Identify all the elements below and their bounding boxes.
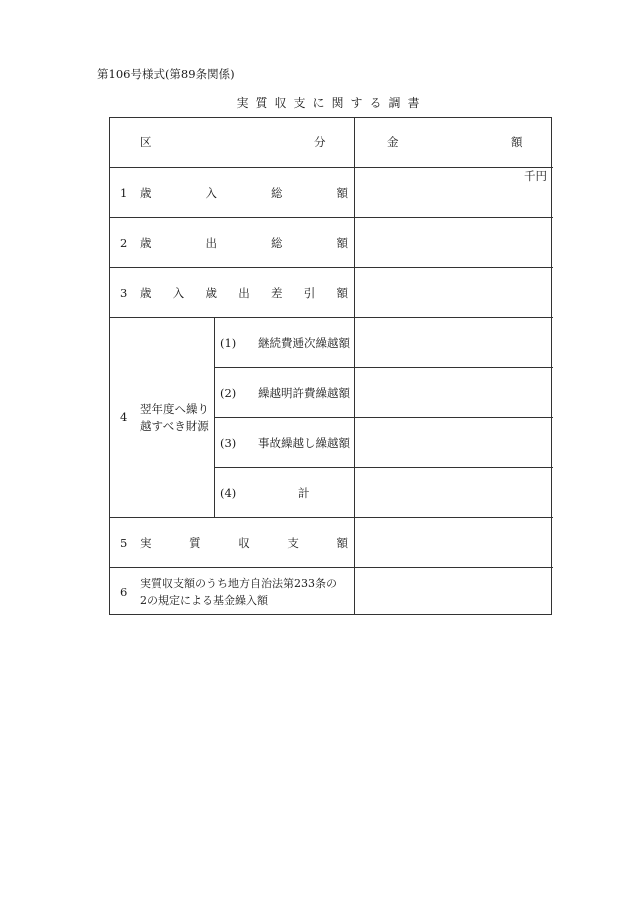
sub-item-label: 繰越明許費繰越額	[258, 386, 350, 400]
row-label-total-expenditure	[140, 238, 348, 250]
label-char: 額	[336, 186, 348, 200]
row-divider	[214, 417, 553, 418]
row-label-total-revenue	[140, 188, 348, 200]
sub-item-number: (1)	[220, 336, 237, 350]
header-amount-right: 額	[511, 135, 523, 149]
label-char: 歳	[140, 286, 152, 300]
unit-label: 千円	[524, 169, 547, 183]
row-divider	[110, 267, 553, 268]
label-char: 質	[189, 536, 201, 550]
label-char: 入	[172, 286, 185, 300]
header-category-right: 分	[314, 135, 326, 149]
label-char: 支	[287, 536, 299, 550]
row-number: 5	[120, 536, 128, 550]
sub-item-number: (4)	[220, 486, 237, 500]
label-char: 額	[336, 286, 348, 300]
row-divider	[214, 367, 553, 368]
sub-item-label: 継続費逓次繰越額	[258, 336, 350, 350]
row-label-balance	[140, 288, 348, 300]
row-label-carryover-resources	[140, 401, 209, 435]
row-number: 6	[120, 585, 128, 599]
label-char: 額	[336, 536, 348, 550]
sub-item-label: 事故繰越し繰越額	[258, 436, 350, 450]
row-label-real-balance	[140, 538, 348, 550]
header-amount-left: 金	[387, 135, 399, 149]
label-char: 歳	[140, 186, 152, 200]
row-divider	[110, 317, 553, 318]
row-divider	[110, 517, 553, 518]
row-number: 2	[120, 236, 128, 250]
label-char: 歳	[140, 236, 152, 250]
form-number: 第106号様式(第89条関係)	[97, 67, 235, 81]
row-divider	[110, 217, 553, 218]
label-line: 越すべき財源	[140, 419, 209, 433]
row-number: 1	[120, 186, 128, 200]
label-char: 収	[238, 536, 250, 550]
row-number: 4	[120, 410, 128, 424]
row-number: 3	[120, 286, 128, 300]
row-divider	[214, 467, 553, 468]
column-divider	[214, 317, 215, 517]
header-category-left: 区	[140, 135, 152, 149]
sub-item-number: (3)	[220, 436, 237, 450]
label-line: 実質収支額のうち地方自治法第233条の	[140, 577, 337, 590]
label-char: 出	[238, 286, 250, 300]
label-line: 翌年度へ繰り	[140, 402, 209, 416]
summary-table	[109, 117, 552, 615]
row-divider	[110, 567, 553, 568]
label-char: 差	[271, 286, 283, 300]
label-char: 額	[336, 236, 348, 250]
label-char: 歳	[205, 286, 217, 300]
label-char: 総	[271, 186, 283, 200]
label-char: 入	[205, 186, 217, 200]
row-label-fund-transfer	[140, 575, 337, 609]
label-line: 2の規定による基金繰入額	[140, 594, 268, 607]
label-char: 総	[271, 236, 283, 250]
label-char: 出	[205, 236, 217, 250]
sub-item-label: 計	[298, 486, 310, 500]
sub-item-number: (2)	[220, 386, 237, 400]
label-char: 引	[303, 286, 316, 300]
document-title: 実質収支に関する調書	[236, 96, 427, 110]
row-divider	[110, 167, 553, 168]
label-char: 実	[140, 536, 152, 550]
column-divider	[354, 118, 355, 615]
